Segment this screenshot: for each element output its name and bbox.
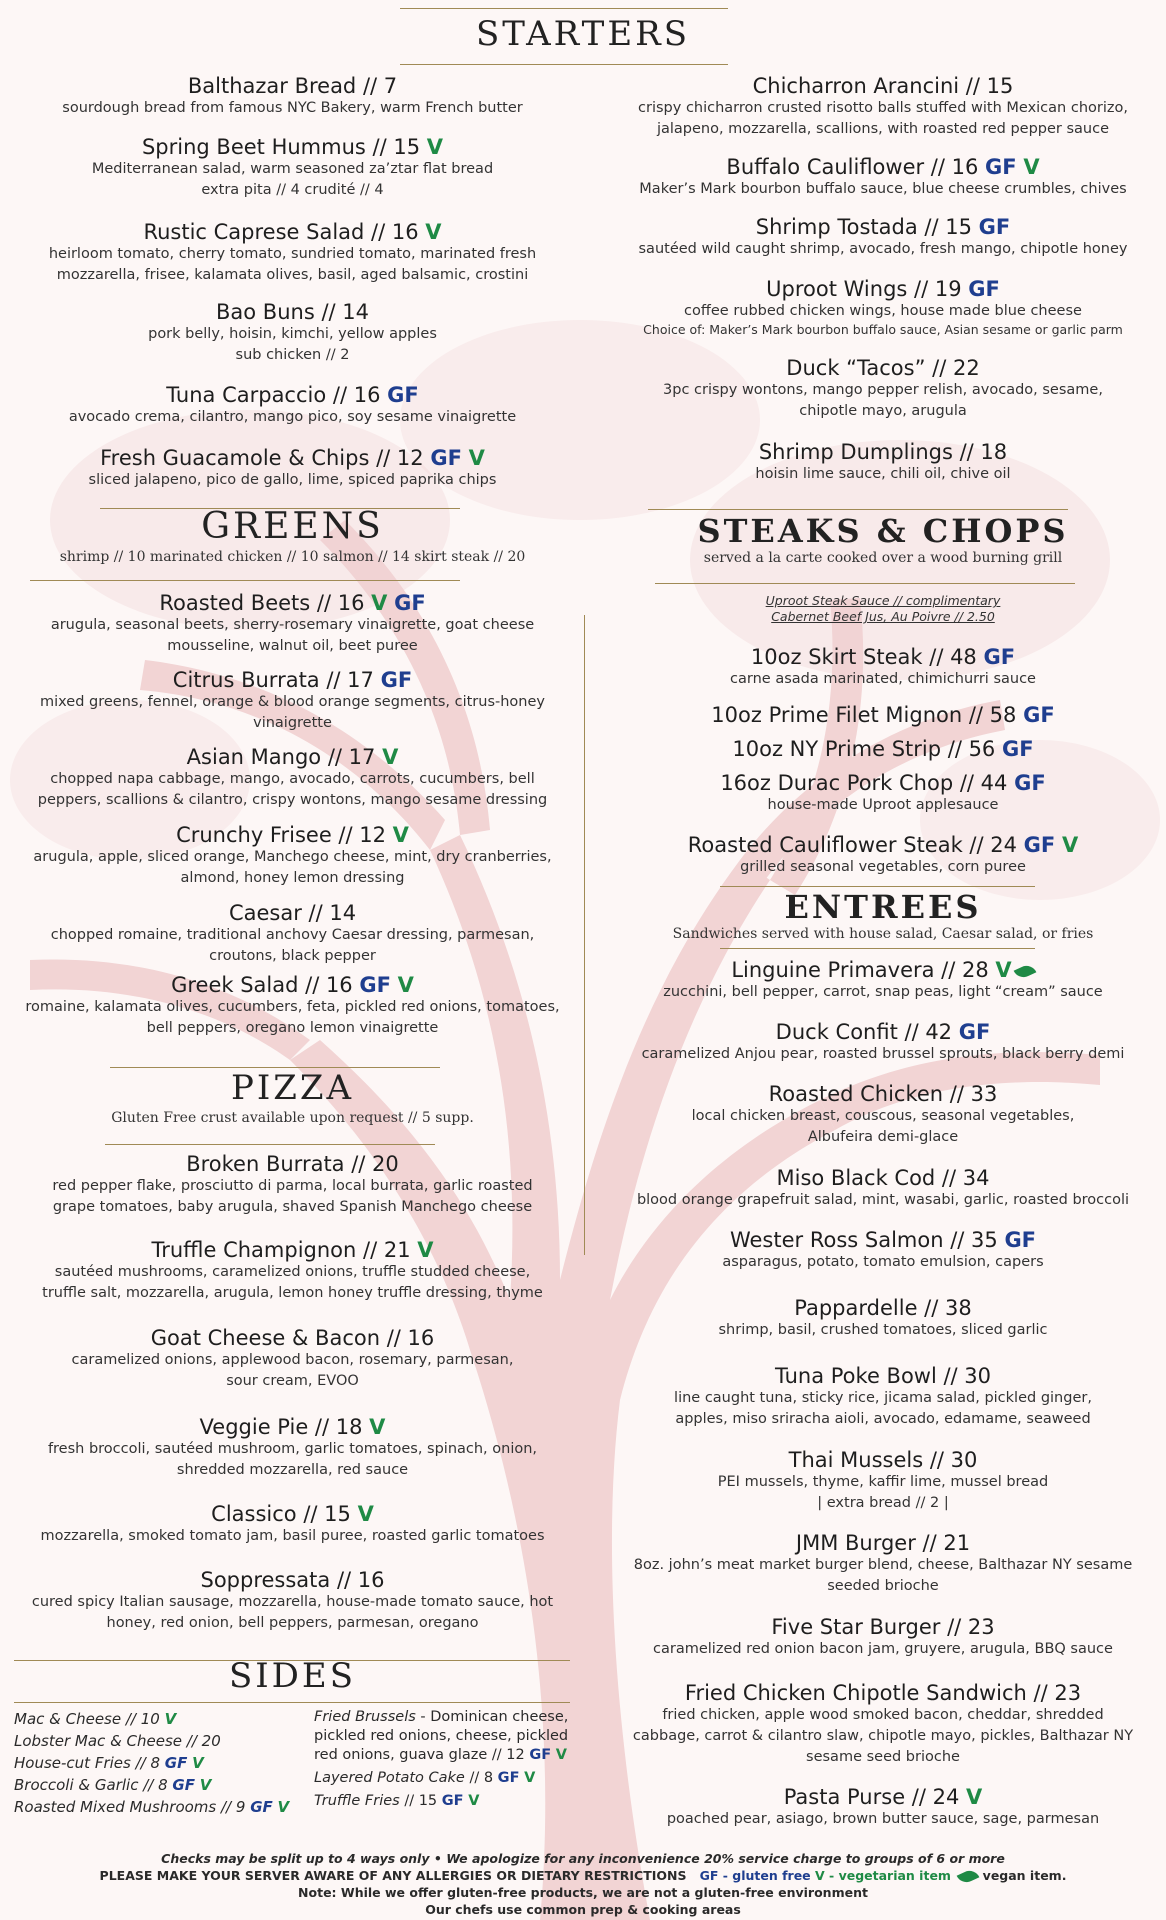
menu-item <box>600 1082 1166 1148</box>
steak-sauce-line-1: Uproot Steak Sauce // complimentary <box>765 593 1001 608</box>
menu-item-description: sautéed wild caught shrimp, avocado, fresh mango, chipotle honey <box>638 241 1128 257</box>
menu-item-description: grape tomatoes, baby arugula, shaved Spanish Manchego cheese <box>52 1199 533 1215</box>
menu-item-name-row <box>0 300 585 324</box>
divider <box>400 8 728 9</box>
footer-line-2-row <box>0 1867 1166 1884</box>
menu-item <box>0 823 585 889</box>
menu-item <box>600 1166 1166 1211</box>
menu-item <box>0 668 585 734</box>
menu-item-description: apples, miso sriracha aioli, avocado, edamame, seaweed <box>675 1411 1091 1427</box>
vegetarian-badge: V <box>966 1785 983 1809</box>
side-item <box>14 1774 314 1796</box>
menu-item-name-row <box>0 1152 585 1176</box>
pizza-header <box>0 1068 585 1126</box>
menu-item-description: fresh broccoli, sautéed mushroom, garlic tomatoes, spinach, onion, <box>47 1441 538 1457</box>
menu-item <box>0 1326 585 1392</box>
menu-item-name-row <box>600 1785 1166 1809</box>
menu-item-name-row <box>600 703 1166 727</box>
menu-item-name-row <box>0 591 585 615</box>
gluten-free-badge: GF <box>968 277 1000 301</box>
divider <box>648 509 1068 510</box>
divider <box>655 583 1075 584</box>
menu-item-description: line caught tuna, sticky rice, jicama salad, pickled ginger, <box>674 1390 1092 1406</box>
menu-item-description: mousseline, walnut oil, beet puree <box>167 638 418 654</box>
menu-item-description: mozzarella, smoked tomato jam, basil puree, roasted garlic tomatoes <box>40 1528 545 1544</box>
gluten-free-badge: GF <box>1004 1228 1037 1252</box>
menu-item-description: Maker’s Mark bourbon buffalo sauce, blue cheese crumbles, chives <box>639 181 1127 197</box>
vegetarian-badge: V <box>199 1776 212 1794</box>
menu-item-note: Choice of: Maker’s Mark bourbon buffalo sauce, Asian sesame or garlic parm <box>643 322 1123 337</box>
menu-item-name: Duck “Tacos” // 22 <box>786 356 980 380</box>
menu-item-name-row <box>0 668 585 692</box>
menu-item-description: vinaigrette <box>253 715 332 731</box>
menu-item-name-row <box>600 1681 1166 1705</box>
divider <box>14 1702 570 1703</box>
menu-item-name: Five Star Burger // 23 <box>771 1615 995 1639</box>
sides-header <box>0 1656 585 1696</box>
vegetarian-badge: V <box>995 958 1012 982</box>
menu-item-description: arugula, apple, sliced orange, Manchego cheese, mint, dry cranberries, <box>33 849 552 865</box>
vegetarian-badge: V <box>426 135 444 159</box>
menu-item-name: 16oz Durac Pork Chop // 44 <box>720 771 1008 795</box>
starters-title: STARTERS <box>475 14 691 54</box>
menu-item-description: bell peppers, oregano lemon vinaigrette <box>146 1020 439 1036</box>
menu-item-description: | extra bread // 2 | <box>817 1495 949 1511</box>
menu-item-name: Duck Confit // 42 <box>775 1020 953 1044</box>
side-item-description: - Dominican cheese, pickled red onions, cheese, pickled red onions, guava glaze // 12 <box>314 1709 569 1763</box>
menu-item <box>0 383 585 428</box>
vegetarian-badge: V <box>357 1502 374 1526</box>
menu-item-name: Chicharron Arancini // 15 <box>752 74 1014 98</box>
divider <box>105 1144 435 1145</box>
menu-item-name: Shrimp Tostada // 15 <box>755 215 972 239</box>
menu-item <box>600 645 1166 690</box>
steak-sauce-line-2: Cabernet Beef Jus, Au Poivre // 2.50 <box>771 609 995 624</box>
menu-item-name-row <box>600 1615 1166 1639</box>
pizza-title: PIZZA <box>230 1068 355 1108</box>
menu-item-description: blood orange grapefruit salad, mint, wasabi, garlic, roasted broccoli <box>636 1192 1130 1208</box>
menu-item-name-row <box>600 1082 1166 1106</box>
divider <box>720 886 1035 887</box>
gluten-free-badge: GF <box>250 1798 273 1816</box>
gluten-free-badge: GF <box>497 1770 520 1786</box>
vegetarian-badge: V <box>468 1793 480 1809</box>
divider <box>400 64 728 65</box>
side-item <box>14 1752 314 1774</box>
gluten-free-badge: GF <box>430 446 462 470</box>
menu-item-name: Rustic Caprese Salad // 16 <box>143 220 419 244</box>
menu-item <box>600 1615 1166 1660</box>
vegetarian-badge: V <box>1023 155 1040 179</box>
starters-header <box>0 14 1166 54</box>
gluten-free-badge: GF <box>1023 833 1056 857</box>
menu-item-name-row <box>0 745 585 769</box>
menu-item-name: Spring Beet Hummus // 15 <box>141 135 421 159</box>
entrees-title: ENTREES <box>784 888 982 926</box>
menu-item <box>600 1531 1166 1597</box>
menu-item-name-row <box>0 901 585 925</box>
menu-item-name: Pappardelle // 38 <box>794 1296 972 1320</box>
menu-item-name: JMM Burger // 21 <box>795 1531 971 1555</box>
menu-item-name: Fried Chicken Chipotle Sandwich // 23 <box>684 1681 1082 1705</box>
gluten-free-badge: GF <box>387 383 419 407</box>
menu-item-name: Bao Buns // 14 <box>216 300 369 324</box>
menu-item-name: 10oz Prime Filet Mignon // 58 <box>711 703 1017 727</box>
footer-line-1: Checks may be split up to 4 ways only • We apologize for any inconvenience 20% service charge to groups of 6 or more <box>161 1851 1005 1866</box>
menu-item-description: grilled seasonal vegetables, corn puree <box>740 859 1026 875</box>
menu-item-description: sour cream, EVOO <box>226 1373 359 1389</box>
menu-item-description: coffee rubbed chicken wings, house made blue cheese <box>684 303 1082 319</box>
menu-item-name: Miso Black Cod // 34 <box>776 1166 990 1190</box>
menu-item-name: Soppressata // 16 <box>200 1568 385 1592</box>
menu-item-description: cured spicy Italian sausage, mozzarella, house-made tomato sauce, hot <box>31 1594 554 1610</box>
menu-item-description: seeded brioche <box>827 1578 939 1594</box>
menu-item-description: caramelized Anjou pear, roasted brussel sprouts, black berry demi <box>641 1046 1125 1062</box>
gluten-free-badge: GF <box>529 1747 552 1763</box>
menu-item-name: Buffalo Cauliflower // 16 <box>726 155 979 179</box>
menu-item-name: Caesar // 14 <box>228 901 357 925</box>
gluten-free-badge: GF <box>359 973 391 997</box>
menu-item-description: carne asada marinated, chimichurri sauce <box>730 671 1036 687</box>
vegetarian-badge: V <box>524 1770 536 1786</box>
menu-item <box>0 1152 585 1218</box>
menu-item-description: 8oz. john’s meat market burger blend, cheese, Balthazar NY sesame <box>633 1557 1133 1573</box>
menu-item <box>600 1364 1166 1430</box>
menu-item-name-row <box>600 833 1166 857</box>
menu-item-name: Fresh Guacamole & Chips // 12 <box>100 446 424 470</box>
menu-item-name: Truffle Champignon // 21 <box>151 1238 411 1262</box>
footer <box>0 1850 1166 1918</box>
menu-item-name-row <box>600 74 1166 98</box>
pizza-subtitle: Gluten Free crust available upon request // 5 supp. <box>111 1110 474 1126</box>
menu-item-description: chopped napa cabbage, mango, avocado, carrots, cucumbers, bell <box>50 771 535 787</box>
menu-item-description: local chicken breast, couscous, seasonal vegetables, <box>691 1108 1075 1124</box>
menu-item-description: caramelized red onion bacon jam, gruyere, arugula, BBQ sauce <box>653 1641 1113 1657</box>
menu-item-description: chopped romaine, traditional anchovy Caesar dressing, parmesan, <box>50 927 535 943</box>
menu-item-description: peppers, scallions & cilantro, crispy wontons, mango sesame dressing <box>37 792 548 808</box>
vegetarian-badge: V <box>468 446 485 470</box>
menu-item-description: zucchini, bell pepper, carrot, snap peas, light “cream” sauce <box>663 984 1103 1000</box>
menu-item <box>600 155 1166 200</box>
menu-item-name: Tuna Poke Bowl // 30 <box>774 1364 992 1388</box>
vegetarian-badge: V <box>397 973 414 997</box>
menu-item <box>0 1415 585 1481</box>
menu-item-name: Tuna Carpaccio // 16 <box>166 383 381 407</box>
vegetarian-badge: V <box>392 823 409 847</box>
menu-item-name-row <box>600 1166 1166 1190</box>
gluten-free-badge: GF <box>958 1020 991 1044</box>
menu-item-description: cabbage, carrot & cilantro slaw, chipotle mayo, pickles, Balthazar NY <box>632 1728 1134 1744</box>
menu-item-description: mozzarella, frisee, kalamata olives, basil, aged balsamic, crostini <box>56 267 529 283</box>
menu-item-name-row <box>600 1531 1166 1555</box>
sides-right-list <box>314 1708 584 1815</box>
menu-item-name: Balthazar Bread // 7 <box>187 74 398 98</box>
menu-item <box>600 737 1166 761</box>
gluten-free-badge: GF <box>164 1754 188 1772</box>
menu-item-description: Mediterranean salad, warm seasoned za’ztar flat bread <box>91 161 494 177</box>
footer-line-2: PLEASE MAKE YOUR SERVER AWARE OF ANY ALLERGIES OR DIETARY RESTRICTIONS <box>99 1868 687 1883</box>
steaks-subtitle: served a la carte cooked over a wood burning grill <box>703 550 1063 566</box>
gluten-free-badge: GF <box>978 215 1011 239</box>
menu-item-name-row <box>0 973 585 997</box>
menu-item-description: sub chicken // 2 <box>235 347 350 363</box>
vegetarian-badge: V <box>382 745 399 769</box>
menu-item-description: romaine, kalamata olives, cucumbers, feta, pickled red onions, tomatoes, <box>25 999 560 1015</box>
menu-item-description: sourdough bread from famous NYC Bakery, warm French butter <box>62 100 523 116</box>
menu-item <box>600 1785 1166 1830</box>
menu-item <box>0 220 585 286</box>
side-item-name: Truffle Fries <box>314 1793 400 1809</box>
menu-item-name: Classico // 15 <box>211 1502 351 1526</box>
menu-item-description: arugula, seasonal beets, sherry-rosemary vinaigrette, goat cheese <box>50 617 535 633</box>
vegan-leaf-icon <box>957 1867 980 1885</box>
menu-item-description: sautéed mushrooms, caramelized onions, truffle studded cheese, <box>54 1264 531 1280</box>
steaks-title: STEAKS & CHOPS <box>697 512 1069 550</box>
menu-item-name-row <box>0 1326 585 1350</box>
menu-item-name: Shrimp Dumplings // 18 <box>758 440 1008 464</box>
greens-title: GREENS <box>201 506 384 547</box>
menu-item-name-row <box>600 771 1166 795</box>
vegetarian-badge: V <box>425 220 442 244</box>
menu-item-description: caramelized onions, applewood bacon, rosemary, parmesan, <box>71 1352 514 1368</box>
greens-addons: shrimp // 10 marinated chicken // 10 salmon // 14 skirt steak // 20 <box>59 549 526 565</box>
menu-item <box>0 135 585 201</box>
menu-item-description: poached pear, asiago, brown butter sauce, sage, parmesan <box>666 1811 1100 1827</box>
menu-item <box>0 1568 585 1634</box>
menu-item-description: almond, honey lemon dressing <box>180 870 405 886</box>
menu-item-name-row <box>0 823 585 847</box>
menu-item <box>0 901 585 967</box>
menu-item-name-row <box>600 958 1166 982</box>
side-item <box>14 1708 314 1730</box>
menu-item-name-row <box>600 1020 1166 1044</box>
side-item-name: Roasted Mixed Mushrooms // 9 <box>14 1798 246 1816</box>
divider <box>720 948 1035 949</box>
menu-item-name: 10oz Skirt Steak // 48 <box>750 645 977 669</box>
menu-item-description: asparagus, potato, tomato emulsion, capers <box>722 1254 1044 1270</box>
menu-item-description: heirloom tomato, cherry tomato, sundried tomato, marinated fresh <box>48 246 537 262</box>
side-item <box>314 1769 584 1788</box>
side-item-name: House-cut Fries // 8 <box>14 1754 161 1772</box>
menu-item <box>0 1238 585 1304</box>
menu-item-description: avocado crema, cilantro, mango pico, soy sesame vinaigrette <box>68 409 517 425</box>
menu-item-name-row <box>600 356 1166 380</box>
menu-item-name-row <box>600 737 1166 761</box>
menu-item-name: Roasted Beets // 16 <box>159 591 365 615</box>
menu-item-name: Greek Salad // 16 <box>171 973 353 997</box>
menu-item <box>0 74 585 119</box>
menu-item <box>600 1681 1166 1768</box>
menu-item <box>0 973 585 1039</box>
menu-item-name: Roasted Chicken // 33 <box>768 1082 998 1106</box>
menu-item-name-row <box>600 1228 1166 1252</box>
gluten-free-badge: GF <box>1001 737 1034 761</box>
gluten-free-badge: GF <box>985 155 1017 179</box>
menu-item <box>600 440 1166 485</box>
menu-item-name: 10oz NY Prime Strip // 56 <box>732 737 996 761</box>
menu-item-name: Linguine Primavera // 28 <box>731 958 989 982</box>
menu-item <box>600 1228 1166 1273</box>
menu-item <box>600 356 1166 422</box>
gluten-free-badge: GF <box>983 645 1016 669</box>
menu-item-name-row <box>0 74 585 98</box>
menu-item-name-row <box>600 645 1166 669</box>
vegetarian-badge: V <box>417 1238 434 1262</box>
menu-item-description: sesame seed brioche <box>806 1749 960 1765</box>
menu-item <box>600 833 1166 878</box>
side-item-description: // 15 <box>399 1793 438 1809</box>
menu-item-description: 3pc crispy wontons, mango pepper relish, avocado, sesame, <box>663 382 1103 398</box>
menu-item-description: red pepper flake, prosciutto di parma, local burrata, garlic roasted <box>52 1178 533 1194</box>
menu-item-description: crispy chicharron crusted risotto balls stuffed with Mexican chorizo, <box>638 100 1128 116</box>
menu-item-name-row <box>600 440 1166 464</box>
menu-item-name-row <box>0 1568 585 1592</box>
menu-item <box>0 591 585 657</box>
vegetarian-badge: V <box>555 1747 568 1763</box>
menu-item <box>0 1502 585 1547</box>
vegetarian-badge: V <box>369 1415 386 1439</box>
menu-item-name: Goat Cheese & Bacon // 16 <box>150 1326 435 1350</box>
gluten-free-badge: GF <box>394 591 426 615</box>
menu-item-description: honey, red onion, bell peppers, parmesan, oregano <box>106 1615 479 1631</box>
sides-left-list <box>14 1708 314 1818</box>
menu-item-name: Pasta Purse // 24 <box>783 1785 960 1809</box>
menu-item <box>0 446 585 491</box>
menu-item-description: house-made Uproot applesauce <box>767 797 999 813</box>
menu-item <box>600 74 1166 140</box>
legend-vegan: vegan item. <box>982 1868 1067 1883</box>
menu-item-name-row <box>0 135 585 159</box>
vegetarian-badge: V <box>192 1754 204 1772</box>
menu-item <box>600 1020 1166 1065</box>
menu-item-name-row <box>0 1415 585 1439</box>
menu-item <box>600 215 1166 260</box>
menu-item <box>0 745 585 811</box>
menu-item-name: Veggie Pie // 18 <box>199 1415 363 1439</box>
entrees-subtitle: Sandwiches served with house salad, Caesar salad, or fries <box>672 926 1094 942</box>
side-item <box>14 1796 314 1818</box>
menu-item-name: Wester Ross Salmon // 35 <box>729 1228 998 1252</box>
menu-item-name-row <box>600 155 1166 179</box>
menu-item <box>0 300 585 366</box>
gluten-free-badge: GF <box>172 1776 195 1794</box>
menu-item <box>600 703 1166 727</box>
footer-line-4: Our chefs use common prep & cooking areas <box>425 1902 741 1917</box>
side-item-name: Mac & Cheese // 10 <box>14 1710 160 1728</box>
menu-item <box>600 1296 1166 1341</box>
vegetarian-badge: V <box>164 1710 177 1728</box>
menu-item-name-row <box>0 1502 585 1526</box>
menu-item-name-row <box>600 215 1166 239</box>
menu-item-name: Citrus Burrata // 17 <box>172 668 374 692</box>
steak-sauces <box>600 593 1166 625</box>
menu-item-name: Broken Burrata // 20 <box>186 1152 399 1176</box>
menu-item-name-row <box>0 446 585 470</box>
menu-item-description: truffle salt, mozzarella, arugula, lemon honey truffle dressing, thyme <box>42 1285 543 1301</box>
gluten-free-badge: GF <box>380 668 413 692</box>
menu-item-description: sliced jalapeno, pico de gallo, lime, spiced paprika chips <box>88 472 497 488</box>
menu-item-name: Crunchy Frisee // 12 <box>176 823 386 847</box>
menu-item-name: Roasted Cauliflower Steak // 24 <box>687 833 1017 857</box>
sides-title: SIDES <box>228 1656 357 1696</box>
vegetarian-badge: V <box>371 591 388 615</box>
menu-item <box>600 958 1166 1003</box>
gluten-free-badge: GF <box>1014 771 1046 795</box>
menu-item-name-row <box>0 1238 585 1262</box>
menu-item <box>600 1448 1166 1514</box>
side-item-name: Broccoli & Garlic // 8 <box>14 1776 168 1794</box>
menu-item-description: fried chicken, apple wood smoked bacon, cheddar, shredded <box>662 1707 1104 1723</box>
menu-item-description: chipotle mayo, arugula <box>799 403 967 419</box>
menu-item <box>600 771 1166 816</box>
menu-item-name-row <box>600 277 1166 301</box>
divider <box>30 580 460 581</box>
menu-item-description: shredded mozzarella, red sauce <box>176 1462 409 1478</box>
legend-v: V - vegetarian item <box>815 1868 951 1883</box>
entrees-header <box>600 888 1166 942</box>
menu-item-description: hoisin lime sauce, chili oil, chive oil <box>755 466 1011 482</box>
side-item-name: Layered Potato Cake <box>314 1770 465 1786</box>
menu-item-description: Albufeira demi-glace <box>807 1129 959 1145</box>
vegetarian-badge: V <box>1061 833 1079 857</box>
menu-item-name-row <box>600 1364 1166 1388</box>
gluten-free-badge: GF <box>1023 703 1055 727</box>
menu-item-description: shrimp, basil, crushed tomatoes, sliced garlic <box>718 1322 1048 1338</box>
menu-item-description: jalapeno, mozzarella, scallions, with roasted red pepper sauce <box>656 121 1110 137</box>
legend-gf: GF - gluten free <box>699 1868 811 1883</box>
menu-item-name-row <box>0 220 585 244</box>
greens-header <box>0 506 585 565</box>
menu-item <box>600 277 1166 337</box>
footer-line-3: Note: While we offer gluten-free products, we are not a gluten-free environment <box>298 1885 868 1900</box>
vegetarian-badge: V <box>277 1798 290 1816</box>
menu-item-description: extra pita // 4 crudité // 4 <box>201 182 384 198</box>
menu-item-description: PEI mussels, thyme, kaffir lime, mussel bread <box>717 1474 1049 1490</box>
side-item <box>314 1792 584 1811</box>
side-item <box>14 1730 314 1752</box>
menu-item-name-row <box>600 1296 1166 1320</box>
menu-item-name-row <box>0 383 585 407</box>
column-divider <box>584 615 585 1255</box>
gluten-free-badge: GF <box>441 1793 464 1809</box>
side-item-name: Lobster Mac & Cheese // 20 <box>14 1732 221 1750</box>
side-item-description: // 8 <box>464 1770 494 1786</box>
vegan-leaf-icon <box>1013 962 1036 980</box>
menu-item-name: Thai Mussels // 30 <box>788 1448 978 1472</box>
side-item <box>314 1708 584 1765</box>
menu-item-name: Asian Mango // 17 <box>186 745 376 769</box>
menu-item-name-row <box>600 1448 1166 1472</box>
menu-item-description: croutons, black pepper <box>209 948 376 964</box>
menu-item-description: mixed greens, fennel, orange & blood orange segments, citrus-honey <box>40 694 545 710</box>
side-item-name: Fried Brussels <box>314 1709 416 1725</box>
steaks-header <box>600 512 1166 566</box>
menu-item-name: Uproot Wings // 19 <box>766 277 962 301</box>
menu-item-description: pork belly, hoisin, kimchi, yellow apples <box>148 326 437 342</box>
